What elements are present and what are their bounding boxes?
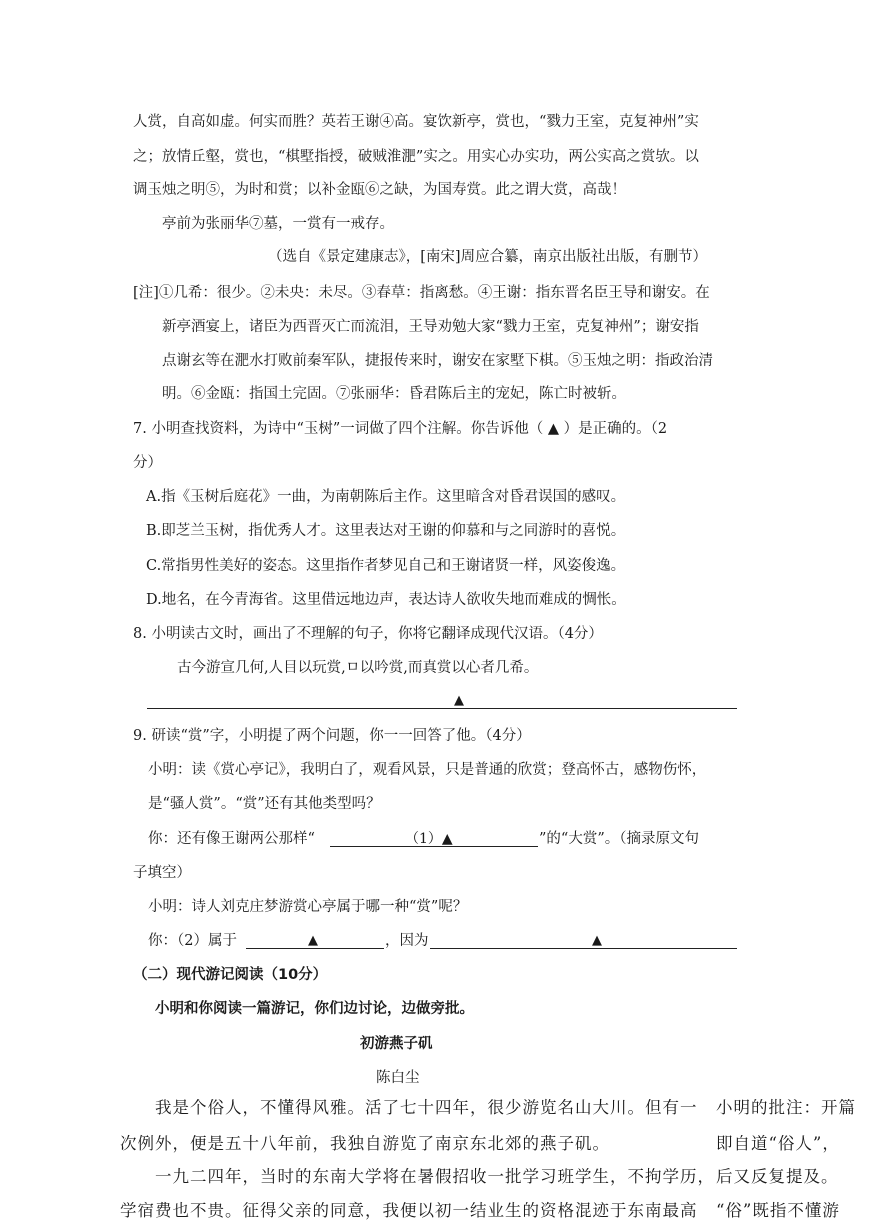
q7-stem-cont: 分）: [133, 455, 162, 471]
side-note-line-1: 小明的批注：开篇: [716, 1098, 856, 1117]
essay-author: 陈白尘: [376, 1070, 420, 1086]
essay-para-2b: 学宿费也不贵。征得父亲的同意，我便以初一结业生的资格混迹于东南最高: [120, 1201, 698, 1220]
q9-you-1-suffix: ”的“大赏”。（摘录原文句: [539, 831, 699, 847]
q9-you-1-cont: 子填空）: [133, 865, 191, 881]
notes-line-4: 明。⑥金瓯：指国土完固。⑦张丽华：昏君陈后主的宠妃，陈亡时被斩。: [162, 386, 626, 402]
essay-title: 初游燕子矶: [360, 1036, 433, 1052]
q9-blank-1-label: （1）▲: [405, 831, 453, 847]
essay-para-1a: 我是个俗人，不懂得风雅。活了七十四年，很少游览名山大川。但有一: [155, 1098, 698, 1117]
q9-you-1-prefix: 你：还有像王谢两公那样“: [148, 831, 315, 847]
q7-option-b: B.即芝兰玉树，指优秀人才。这里表达对王谢的仰慕和与之同游时的喜悦。: [146, 523, 626, 539]
q9-you-2-prefix: 你：（2）属于: [148, 933, 237, 949]
section-2-instruction: 小明和你阅读一篇游记，你们边讨论，边做旁批。: [155, 1001, 474, 1017]
q8-answer-marker: ▲: [454, 693, 464, 708]
poem-line-4: 亭前为张丽华⑦墓，一赏有一戒存。: [162, 216, 394, 232]
q9-blank-2b-marker: ▲: [592, 933, 602, 948]
side-note-line-2: 即自道“俗人”，: [716, 1134, 840, 1153]
q9-xiaoming-1a: 小明：读《赏心亭记》，我明白了，观看风景，只是普通的欣赏；登高怀古，感物伤怀，: [148, 762, 707, 778]
poem-line-1: 人赏，自高如虚。何实而胜？英若王谢④高。宴饮新亭，赏也，“戮力王室，克复神州”实: [133, 114, 699, 130]
q7-option-a: A.指《玉树后庭花》一曲，为南朝陈后主作。这里暗含对昏君误国的感叹。: [146, 489, 626, 505]
section-2-heading: （二）现代游记阅读（10分）: [133, 967, 328, 983]
side-note-line-4: “俗”既指不懂游: [716, 1201, 840, 1220]
notes-line-2: 新亭酒宴上，诸臣为西晋灭亡而流泪，王导劝勉大家“戮力王室，克复神州”；谢安指: [162, 319, 699, 335]
poem-line-2: 之；放情丘壑，赏也，“棋墅指授，破贼淮淝”实之。用实心办实功，两公实高之赏欤。以: [133, 149, 699, 165]
notes-line-3: 点谢玄等在淝水打败前秦军队，捷报传来时，谢安在家墅下棋。⑤玉烛之明：指政治清: [162, 353, 713, 369]
q7-option-c: C.常指男性美好的姿态。这里指作者梦见自己和王谢诸贤一样，风姿俊逸。: [146, 558, 626, 574]
side-note-line-3: 后又反复提及。: [716, 1167, 839, 1186]
poem-line-3: 调玉烛之明⑤，为时和赏；以补金瓯⑥之缺，为国寿赏。此之谓大赏，高哉！: [133, 182, 626, 198]
notes-line-1: [注]①几希：很少。②未央：未尽。③春草：指离愁。④王谢：指东晋名臣王导和谢安。在: [133, 285, 710, 301]
q8-stem: 8. 小明读古文时，画出了不理解的句子，你将它翻译成现代汉语。（4分）: [133, 626, 603, 642]
q7-stem: 7. 小明查找资料，为诗中“玉树”一词做了四个注解。你告诉他（ ▲ ）是正确的。（2: [133, 421, 668, 437]
q9-you-2-mid: ，因为: [385, 933, 429, 949]
q8-sentence: 古今游宣几何,人目以玩赏,ㅁ以吟赏,而真赏以心者几希。: [177, 660, 539, 676]
q8-answer-line[interactable]: [147, 708, 737, 709]
poem-source: （选自《景定建康志》，[南宋]周应合纂，南京出版社出版，有删节）: [268, 249, 708, 265]
q9-blank-2a-marker: ▲: [308, 933, 318, 948]
q9-xiaoming-2: 小明：诗人刘克庄梦游赏心亭属于哪一种“赏”呢？: [148, 899, 468, 915]
q9-blank-2b[interactable]: [430, 948, 737, 949]
q9-stem: 9. 研读“赏”字，小明提了两个问题，你一一回答了他。（4分）: [133, 728, 531, 744]
essay-para-1b: 次例外，便是五十八年前，我独自游览了南京东北郊的燕子矶。: [120, 1134, 610, 1153]
essay-para-2a: 一九二四年，当时的东南大学将在暑假招收一批学习班学生，不拘学历，: [155, 1167, 715, 1186]
q9-xiaoming-1b: 是“骚人赏”。“赏”还有其他类型吗？: [148, 796, 381, 812]
q7-option-d: D.地名，在今青海省。这里借远地边声，表达诗人欲收失地而难成的惆怅。: [146, 592, 626, 608]
